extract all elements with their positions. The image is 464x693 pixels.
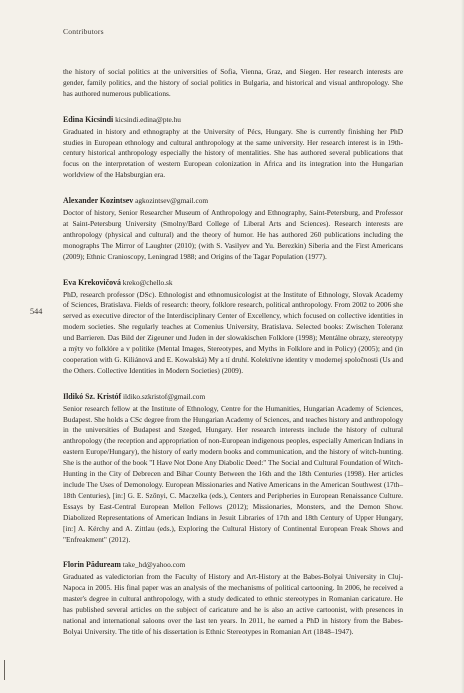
entry-body: Graduated in history and ethnography at the University of Pécs, Hungary. She is currently finishing her PhD studies in European ethnology and cultural anthropology at the same university. Her research interest is in 19th-century historical anthropology especially the history of mentalities. She has authored several publications that focus on the interpretation of western European colonization in Africa and its integration into the Hungarian worldview of the Habsburgian era. xyxy=(63,126,403,180)
contributor-name: Eva Krekovičová xyxy=(63,277,121,287)
contributor-name: Alexander Kozintsev xyxy=(63,196,134,206)
contributor-entry xyxy=(63,67,403,100)
contributor-email: agkozintsev@gmail.com xyxy=(135,196,209,206)
contributor-email: ildiko.szkristof@gmail.com xyxy=(122,391,206,401)
contributor-email: take_hd@yahoo.com xyxy=(122,560,186,570)
entry-heading xyxy=(63,560,403,571)
entry-body: Doctor of history, Senior Researcher Museum of Anthropology and Ethnography, Saint-Petersburg, and Professor at Saint-Petersburg University (Smolny/Bard College of Liberal Arts and Sciences). Research interests are anthropology (physical and cultural) and the theory of humor. He has authored 260 publications including the monographs The Mirror of Laughter (2010); (with S. Vasilyev and Yu. Berezkin) Siberia and the First Americans (2009); Ethnic Cranioscopy, Leningrad 1988; and Origins of the Tagar Population (1977). xyxy=(63,208,403,261)
contributors-list xyxy=(63,67,403,653)
entry-heading xyxy=(63,392,403,403)
contributor-email: kreko@chello.sk xyxy=(122,277,173,287)
contributor-name: Edina Kicsindi xyxy=(63,114,114,124)
contributor-entry xyxy=(63,392,403,546)
page-number: 544 xyxy=(30,307,43,316)
entry-heading xyxy=(63,278,403,289)
contributor-entry xyxy=(63,278,403,377)
entry-body: PhD, research professor (DSc). Ethnologist and ethnomusicologist at the Institute of Ethnology, Slovak Academy of Sciences, Bratislava. Fields of research: theory, folklore research, political anthropology. From 2002 to 2006 she served as executive director of the Interdisciplinary Center of Excellency, which focused on collective identities in modern societies. She regularly teaches at Comenius University, Bratislava. Selected books: Zwischen Toleranz und Barrieren. Das Bild der Zigeuner und Juden in der slowakischen Folklore (1998); Mentálne obrazy, stereotypy a mýty vo folklóre a v politike (Mental Images, Stereotypes, and Myths in Folklore and in Policy) (2005); and (in cooperation with G. Kiliánová and E. Kowalská) My a tí druhí. Kolektívne identity v modernej spoločnosti (Us and the Others. Collective Identities in Modern Societies) (2009). xyxy=(63,289,403,375)
entry-heading xyxy=(63,196,403,207)
entry-body: Senior research fellow at the Institute of Ethnology, Centre for the Humanities, Hungarian Academy of Sciences, Budapest. She holds a CSc degree from the Hungarian Academy of Sciences, and teaches history and anthropology in the universities of Budapest and Szeged, Hungary. Her research interests include the history of cultural anthropology (the reception and appropriation of non-European indigenous peoples, especially American Indians in eastern Europe/Hungary), the history of early modern books and communication, and the history of witch-hunting. She is the author of the book "I Have Not Done Any Diabolic Deed:" The Social and Cultural Foundation of Witch-Hunting in the City of Debrecen and Bihar County Between the 16th and the 18th Centuries (1998). Her articles include The Uses of Demonology. European Missionaries and Native Americans in the American Southwest (17th–18th Centuries), [in:] G. E. Szőnyi, C. Maczelka (eds.), Centers and Peripheries in European Renaissance Culture. Essays by East-Central European Mellon Fellows (2012); Missionaries, Monsters, and the Demon Show. Diabolized Representations of American Indians in Jesuit Libraries of 17th and 18th Century of Upper Hungary, [in:] A. Kérchy and A. Zittlau (eds.), Exploring the Cultural History of Continental European Freak Shows and "Enfreakment" (2012). xyxy=(63,403,403,544)
contributor-email: kicsindi.edina@pte.hu xyxy=(115,114,181,124)
entry-body: Graduated as valedictorian from the Faculty of History and Art-History at the Babes-Bolyai University in Cluj-Napoca in 2005. His final paper was an analysis of the mechanisms of political cartooning. In 2006, he received a master's degree in cultural anthropology, with a study dedicated to ethnic stereotypes in Romanian caricature. He has published several articles on the subject of caricature and he is also an active cartoonist, with presences in national and international saloons over the last ten years. In 2011, he earned a PhD in history from the Babes-Bolyai University. The title of his dissertation is Ethnic Stereotypes in Romanian Art (1848–1947). xyxy=(63,572,403,636)
margin-mark xyxy=(4,660,5,680)
contributor-entry xyxy=(63,115,403,181)
contributor-entry xyxy=(63,560,403,637)
contributor-name: Ildikó Sz. Kristóf xyxy=(63,391,122,401)
entry-heading xyxy=(63,115,403,126)
running-head: Contributors xyxy=(63,27,104,36)
contributor-entry xyxy=(63,196,403,262)
contributor-name: Florin Păduream xyxy=(63,560,121,570)
entry-body: the history of social politics at the universities of Sofia, Vienna, Graz, and Siegen. Her research interests are gender, family politics, and the history of social politics in Bulgaria, and historical and visual anthropology. She has authored numerous publications. xyxy=(63,67,403,98)
